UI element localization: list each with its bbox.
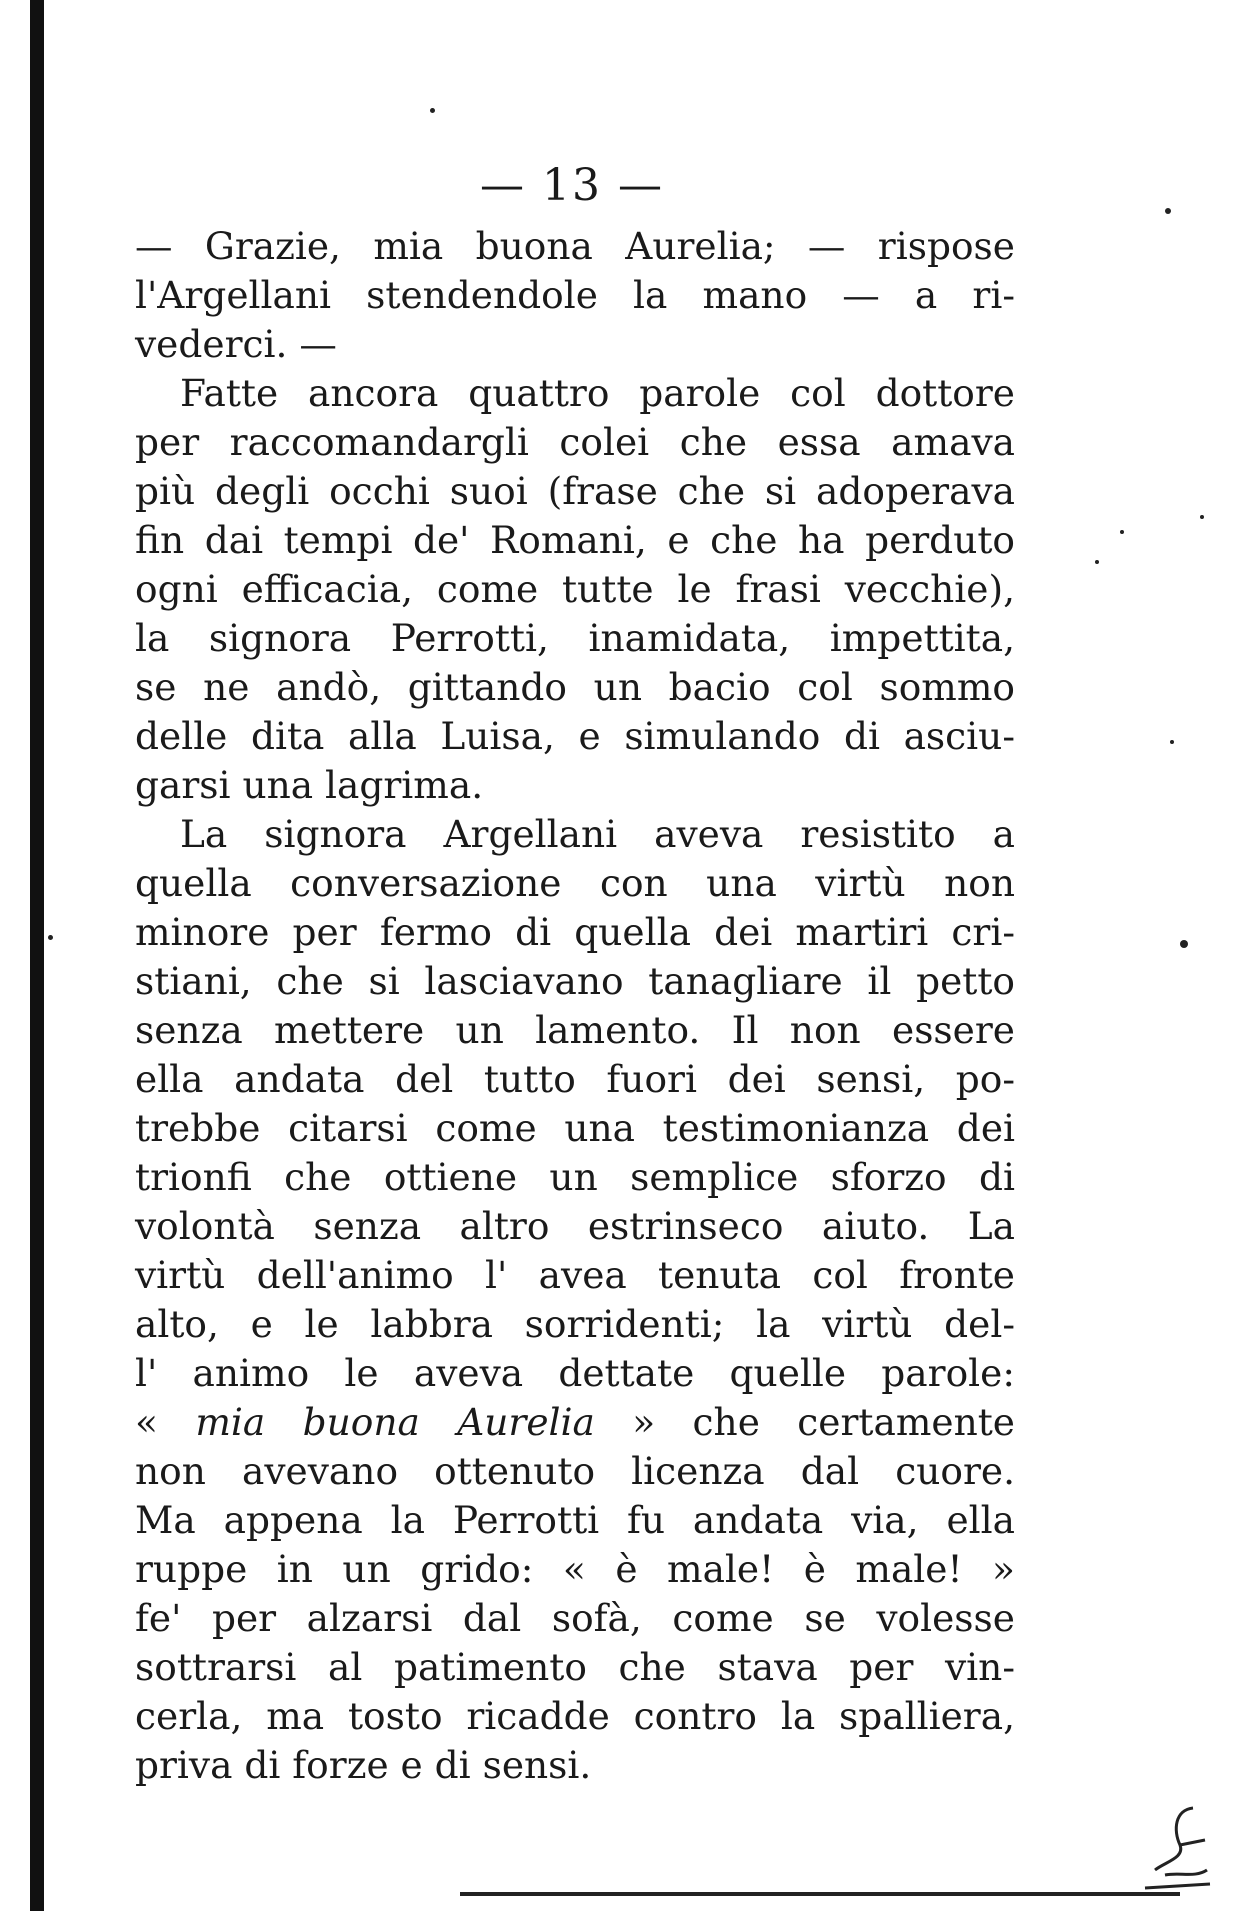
text-line: minore per fermo di quella dei martiri cri- xyxy=(135,910,1015,954)
text-line: ogni efficacia, come tutte le frasi vecchie), xyxy=(135,567,1015,611)
page-number: — 13 — xyxy=(480,160,664,211)
text-line: senza mettere un lamento. Il non essere xyxy=(135,1008,1015,1052)
text-line: non avevano ottenuto licenza dal cuore. xyxy=(135,1449,1015,1493)
text-line: Fatte ancora quattro parole col dottore xyxy=(180,371,1015,415)
print-speck xyxy=(1170,740,1174,744)
text-line: volontà senza altro estrinseco aiuto. La xyxy=(135,1204,1015,1248)
text-line: la signora Perrotti, inamidata, impettita, xyxy=(135,616,1015,660)
bottom-page-edge xyxy=(460,1892,1180,1896)
text-line: trebbe citarsi come una testimonianza dei xyxy=(135,1106,1015,1150)
text-line: sottrarsi al patimento che stava per vin- xyxy=(135,1645,1015,1689)
text-line: ruppe in un grido: « è male! è male! » xyxy=(135,1547,1015,1591)
quote-close: » che certamente xyxy=(594,1400,1015,1444)
text-line: fin dai tempi de' Romani, e che ha perduto xyxy=(135,518,1015,562)
text-line: garsi una lagrima. xyxy=(135,763,484,807)
text-line: per raccomandargli colei che essa amava xyxy=(135,420,1015,464)
quote-open: « xyxy=(135,1400,196,1444)
text-line: virtù dell'animo l' avea tenuta col fronte xyxy=(135,1253,1015,1297)
text-line: fe' per alzarsi dal sofà, come se volesse xyxy=(135,1596,1015,1640)
text-line: priva di forze e di sensi. xyxy=(135,1743,592,1787)
print-speck xyxy=(430,108,435,113)
print-speck xyxy=(1200,515,1204,519)
print-speck xyxy=(1165,208,1171,214)
print-speck xyxy=(1095,560,1099,564)
body-text xyxy=(135,222,1015,1790)
quote-line xyxy=(135,1398,1015,1447)
text-line: delle dita alla Luisa, e simulando di asciu- xyxy=(135,714,1015,758)
print-speck xyxy=(1120,530,1124,534)
corner-scribble-mark xyxy=(1135,1800,1215,1895)
text-line: più degli occhi suoi (frase che si adoperava xyxy=(135,469,1015,513)
text-line: Ma appena la Perrotti fu andata via, ella xyxy=(135,1498,1015,1542)
text-line: cerla, ma tosto ricadde contro la spalliera, xyxy=(135,1694,1015,1738)
text-line: trionfi che ottiene un semplice sforzo di xyxy=(135,1155,1015,1199)
text-line: ella andata del tutto fuori dei sensi, po- xyxy=(135,1057,1015,1101)
text-line: l'Argellani stendendole la mano — a ri- xyxy=(135,273,1015,317)
quote-italic: mia buona Aurelia xyxy=(195,1400,595,1444)
print-speck xyxy=(1180,940,1188,948)
text-line: La signora Argellani aveva resistito a xyxy=(180,812,1015,856)
text-line: l' animo le aveva dettate quelle parole: xyxy=(135,1351,1015,1395)
text-line: vederci. — xyxy=(135,322,337,366)
text-line: stiani, che si lasciavano tanagliare il petto xyxy=(135,959,1015,1003)
text-line: se ne andò, gittando un bacio col sommo xyxy=(135,665,1015,709)
text-line: quella conversazione con una virtù non xyxy=(135,861,1015,905)
page-binding-edge xyxy=(30,0,44,1911)
text-line: — Grazie, mia buona Aurelia; — rispose xyxy=(135,224,1015,268)
print-speck xyxy=(48,935,53,940)
text-line: alto, e le labbra sorridenti; la virtù del- xyxy=(135,1302,1015,1346)
